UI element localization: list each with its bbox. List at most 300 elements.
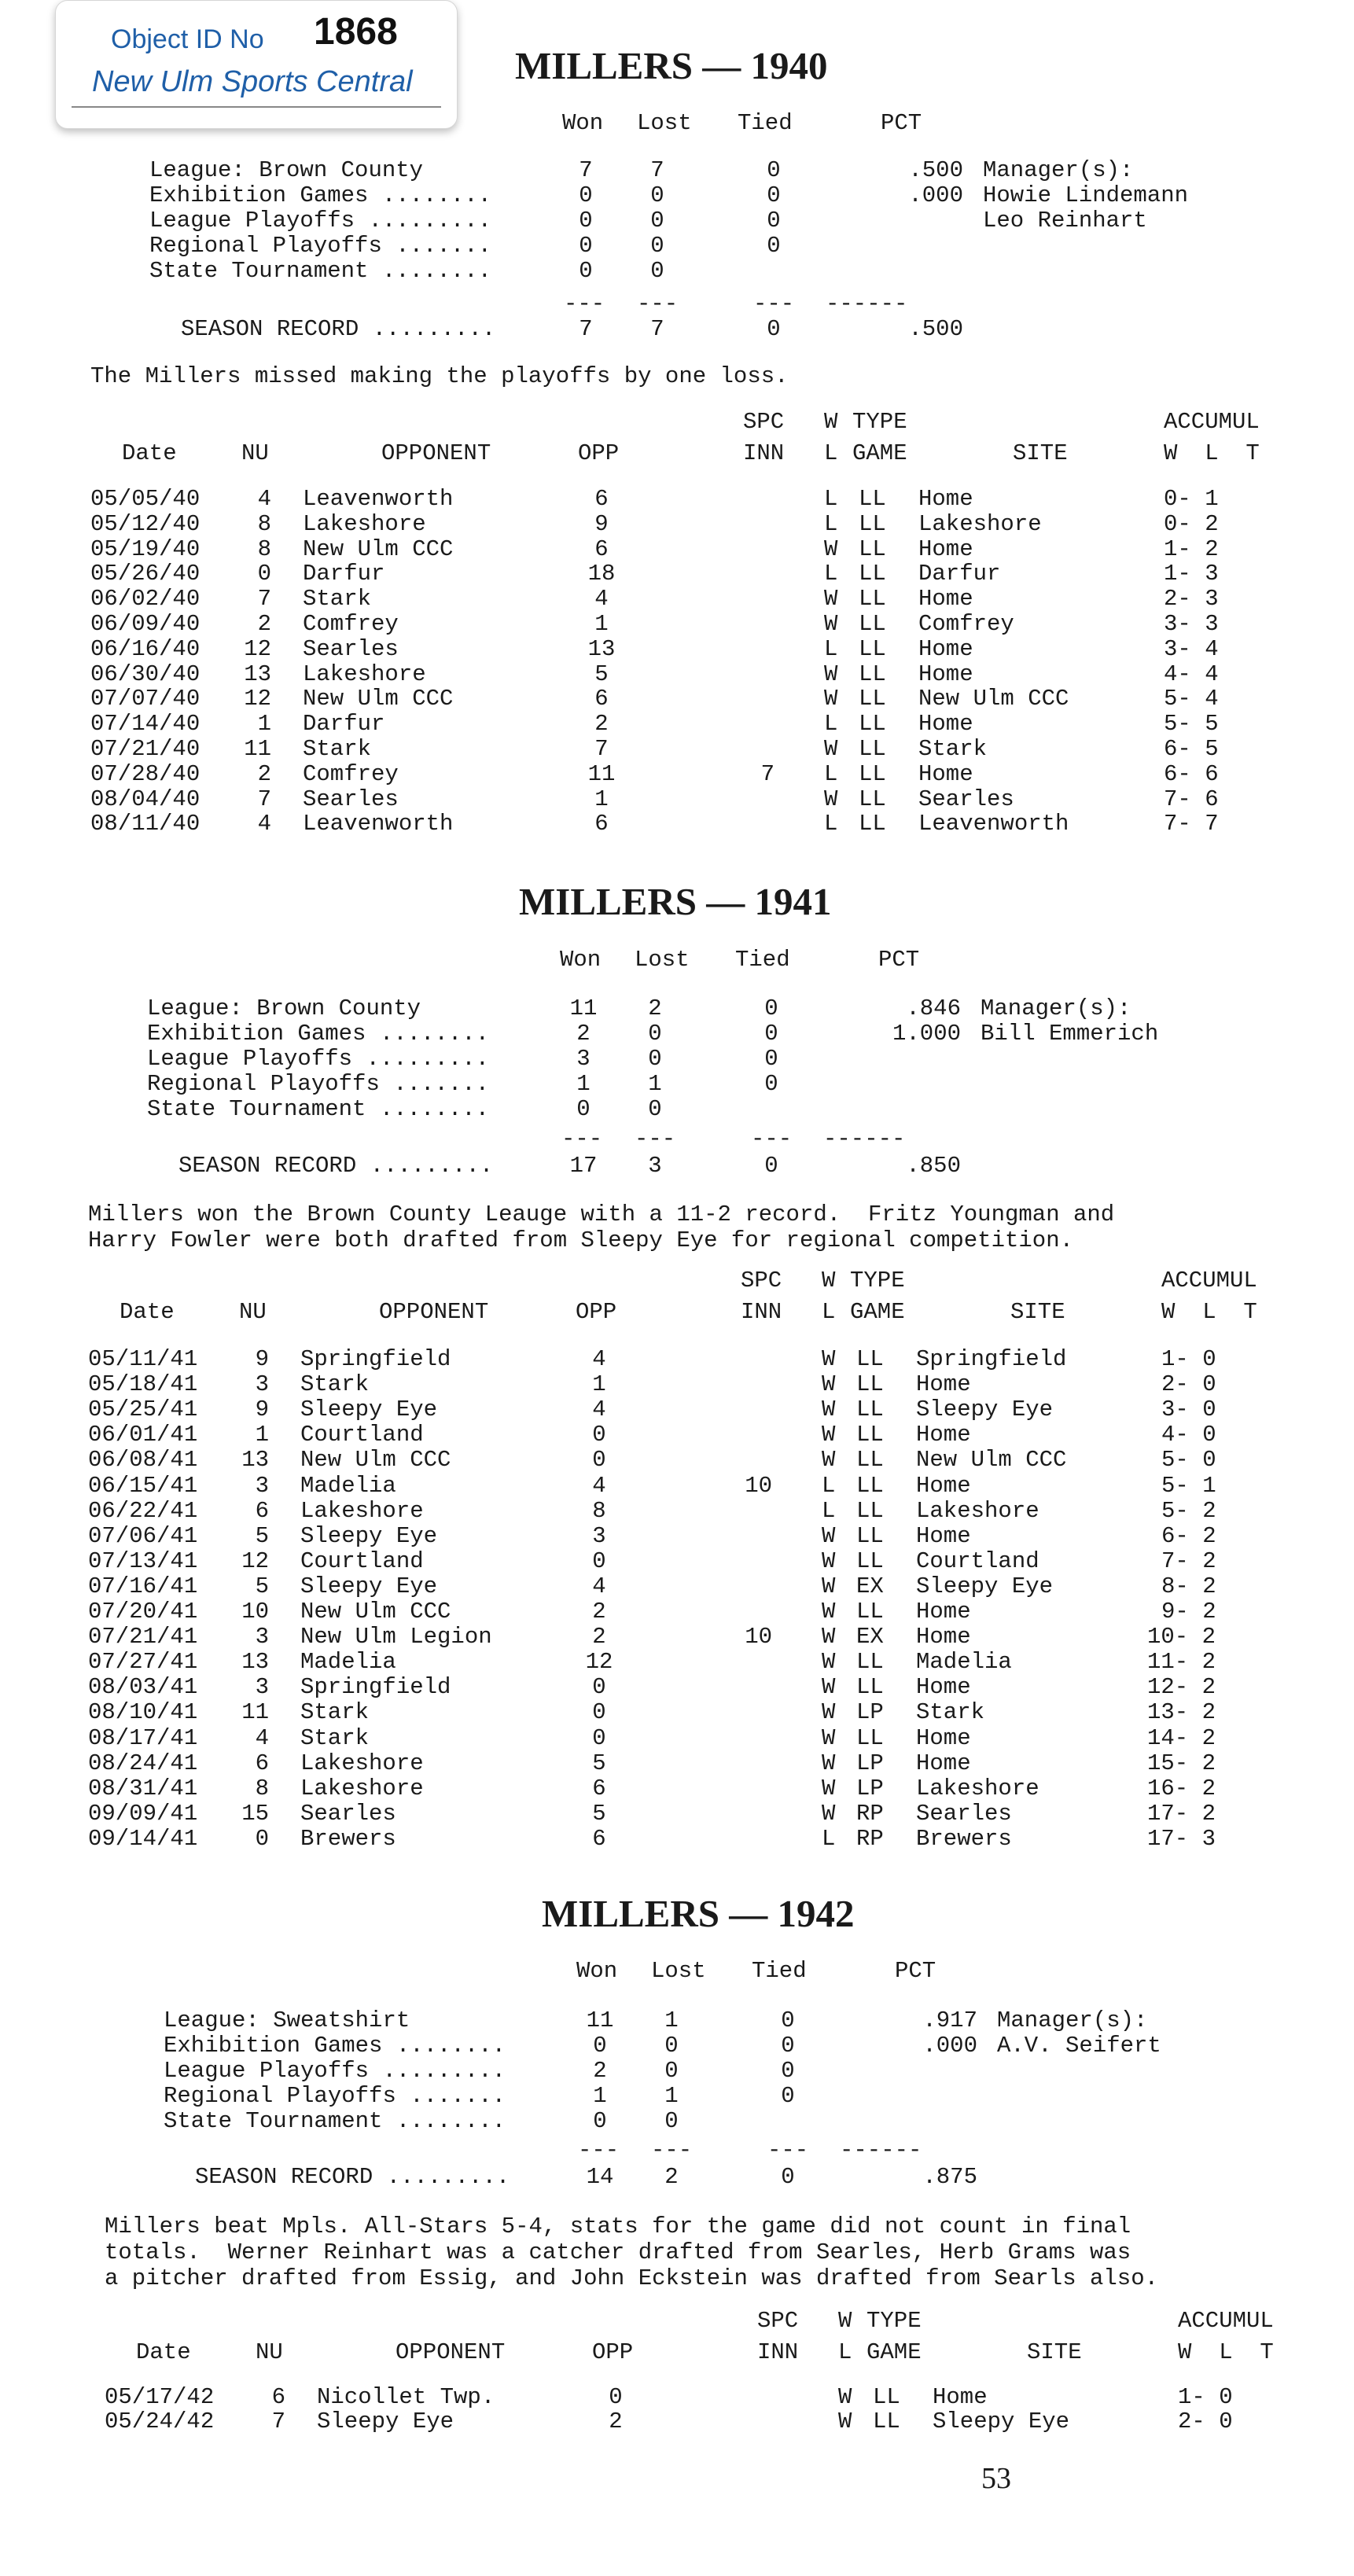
game-type: LL (859, 811, 886, 837)
game-date: 07/16/41 (88, 1573, 198, 1599)
game-result: W (822, 1371, 836, 1397)
game-date: 05/12/40 (90, 511, 201, 537)
game-opponent: Darfur (303, 711, 385, 737)
header-accumul: ACCUMUL (1161, 1268, 1257, 1294)
game-accumul: 7- 6 (1164, 786, 1219, 812)
game-result: W (822, 1725, 836, 1751)
game-accumul: 4- 0 (1161, 1422, 1216, 1448)
game-opp-score: 0 (592, 1422, 606, 1448)
game-type: LL (859, 786, 886, 812)
summary-row-label: Regional Playoffs ....... (164, 2083, 506, 2109)
game-site: Home (918, 711, 973, 737)
game-site: Darfur (918, 561, 1001, 587)
summary-lost: 0 (650, 258, 664, 284)
game-nu: 11 (244, 736, 271, 762)
game-date: 07/28/40 (90, 761, 201, 787)
game-opponent: Lakeshore (303, 661, 426, 687)
game-opp-score: 11 (587, 761, 616, 787)
summary-row-label: Exhibition Games ........ (147, 1021, 490, 1047)
summary-row-label: League Playoffs ......... (149, 208, 492, 234)
summary-tied: 0 (764, 1021, 778, 1047)
game-opponent: New Ulm Legion (300, 1624, 492, 1650)
game-opponent: Searles (303, 786, 399, 812)
game-type: LL (859, 761, 886, 787)
section-note: a pitcher drafted from Essig, and John Eckstein was drafted from Searls also. (105, 2265, 1159, 2291)
summary-won: 0 (579, 182, 593, 208)
summary-tied: 0 (767, 208, 781, 234)
header-game: GAME (852, 440, 907, 466)
game-opponent: Stark (303, 586, 372, 612)
header-type: TYPE (850, 1268, 905, 1294)
managers-label: Manager(s): (983, 157, 1134, 183)
summary-header: PCT (895, 1958, 936, 1984)
season-record-label: SEASON RECORD ......... (178, 1153, 494, 1179)
game-nu: 12 (244, 636, 271, 662)
season-lost: 3 (648, 1153, 662, 1179)
game-nu: 7 (257, 786, 271, 812)
game-type: LL (856, 1346, 884, 1372)
game-nu: 6 (271, 2384, 285, 2410)
game-accumul: 8- 2 (1161, 1573, 1216, 1599)
game-site: Home (916, 1523, 971, 1549)
game-opp-score: 1 (594, 611, 609, 637)
game-accumul: 0- 1 (1164, 486, 1219, 512)
game-result: L (824, 636, 838, 662)
game-opp-score: 1 (592, 1371, 606, 1397)
game-type: LL (856, 1422, 884, 1448)
game-opponent: Lakeshore (303, 511, 426, 537)
game-opponent: Springfield (300, 1674, 451, 1700)
game-nu: 12 (241, 1548, 269, 1574)
summary-won: 0 (593, 2033, 607, 2059)
game-opponent: Stark (300, 1371, 370, 1397)
summary-lost: 0 (648, 1046, 662, 1072)
game-accumul: 11- 2 (1147, 1649, 1216, 1675)
header-w: W (822, 1268, 836, 1294)
summary-won: 0 (579, 233, 593, 259)
season-tied: 0 (781, 2164, 795, 2190)
game-result: L (824, 811, 838, 837)
season-pct: .850 (906, 1153, 961, 1179)
managers-label: Manager(s): (981, 995, 1131, 1021)
game-accumul: 3- 3 (1164, 611, 1219, 637)
game-nu: 8 (257, 511, 271, 537)
summary-rule: --- (751, 1126, 793, 1152)
game-result: W (824, 586, 838, 612)
game-accumul: 1- 2 (1164, 536, 1219, 562)
game-accumul: 1- 0 (1178, 2384, 1233, 2410)
game-opponent: Lakeshore (300, 1750, 424, 1776)
game-site: Searles (916, 1801, 1012, 1827)
summary-rule: --- (561, 1126, 603, 1152)
game-site: Home (916, 1674, 971, 1700)
game-nu: 2 (257, 611, 271, 637)
header-date: Date (122, 440, 177, 466)
header-opp: OPP (576, 1299, 617, 1325)
game-opponent: Searles (303, 636, 399, 662)
game-date: 07/21/40 (90, 736, 201, 762)
game-accumul: 3- 0 (1161, 1397, 1216, 1422)
game-opp-score: 1 (594, 786, 609, 812)
game-opp-score: 6 (592, 1776, 606, 1801)
game-accumul: 1- 0 (1161, 1346, 1216, 1372)
game-type: LL (859, 486, 886, 512)
header-opp: OPP (578, 440, 620, 466)
game-site: Sleepy Eye (933, 2409, 1070, 2434)
summary-lost: 0 (650, 208, 664, 234)
game-type: LL (856, 1473, 884, 1499)
game-accumul: 5- 5 (1164, 711, 1219, 737)
game-accumul: 5- 1 (1161, 1473, 1216, 1499)
game-result: W (838, 2384, 852, 2410)
game-type: LL (856, 1523, 884, 1549)
header-game: GAME (850, 1299, 905, 1325)
game-opp-score: 4 (592, 1473, 606, 1499)
game-type: LL (859, 586, 886, 612)
header-spc: SPC (743, 409, 785, 435)
summary-header: Lost (637, 110, 692, 136)
summary-won: 0 (576, 1096, 591, 1122)
game-opponent: Lakeshore (300, 1498, 424, 1524)
summary-row-label: Regional Playoffs ....... (149, 233, 492, 259)
game-accumul: 9- 2 (1161, 1599, 1216, 1625)
game-opponent: New Ulm CCC (300, 1447, 451, 1473)
summary-won: 11 (586, 2007, 614, 2033)
game-opp-score: 5 (594, 661, 609, 687)
game-type: LL (873, 2384, 900, 2410)
game-date: 07/27/41 (88, 1649, 198, 1675)
game-result: L (824, 486, 838, 512)
game-opp-score: 8 (592, 1498, 606, 1524)
game-type: LL (859, 686, 886, 712)
game-site: Sleepy Eye (916, 1397, 1054, 1422)
game-accumul: 5- 4 (1164, 686, 1219, 712)
header-l: L (838, 2339, 852, 2365)
game-type: LL (856, 1674, 884, 1700)
game-opp-score: 13 (587, 636, 616, 662)
game-type: EX (856, 1624, 884, 1650)
game-nu: 3 (255, 1371, 269, 1397)
header-spc: SPC (757, 2308, 799, 2334)
game-site: Lakeshore (918, 511, 1042, 537)
game-site: Home (918, 761, 973, 787)
header-nu: NU (256, 2339, 283, 2365)
summary-won: 1 (593, 2083, 607, 2109)
summary-header: Lost (651, 1958, 706, 1984)
game-type: LL (859, 711, 886, 737)
summary-tied: 0 (767, 182, 781, 208)
game-result: W (822, 1523, 836, 1549)
game-site: Home (918, 661, 973, 687)
season-won: 17 (569, 1153, 598, 1179)
game-opponent: Sleepy Eye (300, 1573, 438, 1599)
season-record-label: SEASON RECORD ......... (181, 316, 496, 342)
summary-lost: 1 (664, 2007, 679, 2033)
game-date: 05/26/40 (90, 561, 201, 587)
section-title: MILLERS — 1940 (515, 44, 828, 87)
game-nu: 0 (257, 561, 271, 587)
header-type: TYPE (852, 409, 907, 435)
game-site: New Ulm CCC (916, 1447, 1067, 1473)
game-result: W (822, 1599, 836, 1625)
game-site: Courtland (916, 1548, 1039, 1574)
game-result: L (822, 1498, 836, 1524)
game-opponent: Sleepy Eye (300, 1397, 438, 1422)
game-nu: 8 (255, 1776, 269, 1801)
summary-row-label: League Playoffs ......... (147, 1046, 490, 1072)
game-accumul: 17- 3 (1147, 1826, 1216, 1852)
game-site: Home (916, 1422, 971, 1448)
game-result: W (822, 1346, 836, 1372)
summary-won: 2 (593, 2058, 607, 2084)
page-number: 53 (981, 2462, 1011, 2495)
game-opponent: Nicollet Twp. (317, 2384, 495, 2410)
season-lost: 2 (664, 2164, 679, 2190)
header-date: Date (136, 2339, 191, 2365)
section-note: The Millers missed making the playoffs by one loss. (90, 363, 789, 389)
game-date: 08/04/40 (90, 786, 201, 812)
game-date: 07/13/41 (88, 1548, 198, 1574)
summary-row-label: Exhibition Games ........ (164, 2033, 506, 2059)
summary-header: Won (562, 110, 604, 136)
section-note: Harry Fowler were both drafted from Sleepy Eye for regional competition. (88, 1227, 1074, 1253)
summary-won: 11 (569, 995, 598, 1021)
object-id-label (55, 0, 458, 129)
game-result: W (824, 611, 838, 637)
game-opponent: New Ulm CCC (300, 1599, 451, 1625)
manager-name: Leo Reinhart (983, 208, 1147, 234)
summary-rule: --- (651, 2137, 693, 2163)
summary-won: 1 (576, 1071, 591, 1097)
summary-header: Lost (635, 947, 690, 973)
game-result: W (822, 1750, 836, 1776)
season-tied: 0 (767, 316, 781, 342)
game-opponent: Sleepy Eye (300, 1523, 438, 1549)
summary-rule: --- (753, 291, 795, 317)
header-wlt: W L T (1161, 1299, 1257, 1325)
game-opp-score: 0 (592, 1447, 606, 1473)
game-nu: 7 (257, 586, 271, 612)
summary-tied: 0 (781, 2083, 795, 2109)
summary-row-label: Regional Playoffs ....... (147, 1071, 490, 1097)
manager-name: Howie Lindemann (983, 182, 1189, 208)
game-type: LL (859, 636, 886, 662)
game-result: W (822, 1699, 836, 1725)
game-nu: 9 (255, 1397, 269, 1422)
game-nu: 5 (255, 1523, 269, 1549)
game-opp-score: 2 (609, 2409, 623, 2434)
game-site: Springfield (916, 1346, 1067, 1372)
summary-row-label: League: Brown County (149, 157, 424, 183)
game-date: 07/14/40 (90, 711, 201, 737)
game-result: W (822, 1624, 836, 1650)
game-accumul: 17- 2 (1147, 1801, 1216, 1827)
game-opponent: Madelia (300, 1649, 396, 1675)
header-type: TYPE (866, 2308, 922, 2334)
game-accumul: 13- 2 (1147, 1699, 1216, 1725)
game-date: 07/21/41 (88, 1624, 198, 1650)
managers-label: Manager(s): (997, 2007, 1148, 2033)
season-pct: .875 (922, 2164, 977, 2190)
season-tied: 0 (764, 1153, 778, 1179)
game-date: 06/30/40 (90, 661, 201, 687)
game-type: LL (859, 536, 886, 562)
game-site: Brewers (916, 1826, 1012, 1852)
game-type: LL (859, 561, 886, 587)
game-opp-score: 4 (592, 1397, 606, 1422)
game-type: LL (856, 1447, 884, 1473)
game-nu: 4 (257, 811, 271, 837)
game-date: 05/19/40 (90, 536, 201, 562)
game-opponent: Sleepy Eye (317, 2409, 454, 2434)
game-result: W (824, 736, 838, 762)
header-inn: INN (741, 1299, 782, 1325)
summary-tied: 0 (781, 2007, 795, 2033)
game-site: Home (916, 1750, 971, 1776)
game-accumul: 4- 4 (1164, 661, 1219, 687)
game-opp-score: 2 (594, 711, 609, 737)
game-opp-score: 2 (592, 1624, 606, 1650)
game-result: W (822, 1548, 836, 1574)
summary-tied: 0 (764, 995, 778, 1021)
game-result: W (822, 1776, 836, 1801)
summary-won: 2 (576, 1021, 591, 1047)
game-opp-score: 0 (592, 1674, 606, 1700)
game-result: W (822, 1801, 836, 1827)
section-note: totals. Werner Reinhart was a catcher drafted from Searles, Herb Grams was (105, 2239, 1131, 2265)
summary-row-label: League: Sweatshirt (164, 2007, 410, 2033)
game-nu: 5 (255, 1573, 269, 1599)
game-opp-score: 0 (592, 1548, 606, 1574)
section-title: MILLERS — 1941 (519, 880, 832, 923)
game-opp-score: 18 (587, 561, 616, 587)
game-result: L (824, 761, 838, 787)
game-nu: 6 (255, 1498, 269, 1524)
game-opponent: Comfrey (303, 761, 399, 787)
game-accumul: 3- 4 (1164, 636, 1219, 662)
game-result: W (822, 1573, 836, 1599)
summary-pct: .000 (922, 2033, 977, 2059)
header-nu: NU (241, 440, 269, 466)
manager-name: A.V. Seifert (997, 2033, 1161, 2059)
game-result: W (822, 1649, 836, 1675)
game-accumul: 5- 2 (1161, 1498, 1216, 1524)
header-spc: SPC (741, 1268, 782, 1294)
game-opponent: Leavenworth (303, 811, 454, 837)
summary-tied: 0 (764, 1046, 778, 1072)
header-opp: OPP (592, 2339, 634, 2365)
game-date: 08/10/41 (88, 1699, 198, 1725)
game-opp-score: 5 (592, 1750, 606, 1776)
summary-header: Won (576, 1958, 618, 1984)
game-site: Lakeshore (916, 1776, 1039, 1801)
game-opponent: Madelia (300, 1473, 396, 1499)
game-nu: 1 (255, 1422, 269, 1448)
section-note: Millers won the Brown County Leauge with a 11-2 record. Fritz Youngman and (88, 1202, 1115, 1227)
game-accumul: 16- 2 (1147, 1776, 1216, 1801)
summary-won: 0 (579, 258, 593, 284)
game-date: 06/15/41 (88, 1473, 198, 1499)
game-result: W (824, 786, 838, 812)
game-date: 09/09/41 (88, 1801, 198, 1827)
game-nu: 0 (255, 1826, 269, 1852)
header-accumul: ACCUMUL (1178, 2308, 1274, 2334)
summary-rule: --- (637, 291, 679, 317)
header-accumul: ACCUMUL (1164, 409, 1260, 435)
summary-row-label: State Tournament ........ (164, 2108, 506, 2134)
game-date: 06/02/40 (90, 586, 201, 612)
summary-rule: ------ (826, 291, 908, 317)
game-opponent: Searles (300, 1801, 396, 1827)
game-opponent: Courtland (300, 1422, 424, 1448)
game-date: 05/17/42 (105, 2384, 215, 2410)
game-opp-score: 7 (594, 736, 609, 762)
game-result: W (824, 661, 838, 687)
game-nu: 8 (257, 536, 271, 562)
game-opp-score: 6 (592, 1826, 606, 1852)
game-opp-score: 6 (594, 486, 609, 512)
game-nu: 13 (241, 1447, 269, 1473)
game-opponent: Stark (300, 1725, 370, 1751)
game-result: W (824, 536, 838, 562)
game-site: Home (916, 1371, 971, 1397)
summary-won: 0 (593, 2108, 607, 2134)
game-accumul: 14- 2 (1147, 1725, 1216, 1751)
header-opponent: OPPONENT (379, 1299, 489, 1325)
game-accumul: 1- 3 (1164, 561, 1219, 587)
game-site: Home (916, 1725, 971, 1751)
summary-rule: --- (635, 1126, 676, 1152)
game-opponent: Stark (300, 1699, 370, 1725)
game-site: Leavenworth (918, 811, 1069, 837)
summary-rule: --- (767, 2137, 809, 2163)
game-result: W (822, 1674, 836, 1700)
game-nu: 1 (257, 711, 271, 737)
summary-row-label: League Playoffs ......... (164, 2058, 506, 2084)
game-opponent: Stark (303, 736, 372, 762)
game-opponent: Brewers (300, 1826, 396, 1852)
game-type: LL (859, 511, 886, 537)
section-note: Millers beat Mpls. All-Stars 5-4, stats for the game did not count in final (105, 2214, 1131, 2239)
summary-won: 0 (579, 208, 593, 234)
game-type: LL (856, 1371, 884, 1397)
season-won: 7 (579, 316, 593, 342)
game-accumul: 0- 2 (1164, 511, 1219, 537)
game-type: LP (856, 1750, 884, 1776)
game-nu: 12 (244, 686, 271, 712)
game-accumul: 6- 6 (1164, 761, 1219, 787)
game-date: 06/01/41 (88, 1422, 198, 1448)
summary-won: 3 (576, 1046, 591, 1072)
game-opp-score: 0 (592, 1699, 606, 1725)
game-opponent: Courtland (300, 1548, 424, 1574)
summary-row-label: State Tournament ........ (149, 258, 492, 284)
game-opp-score: 4 (592, 1346, 606, 1372)
summary-tied: 0 (781, 2058, 795, 2084)
header-date: Date (120, 1299, 175, 1325)
game-result: L (822, 1826, 836, 1852)
summary-lost: 7 (650, 157, 664, 183)
summary-rule: ------ (823, 1126, 906, 1152)
header-opponent: OPPONENT (396, 2339, 506, 2365)
game-date: 07/20/41 (88, 1599, 198, 1625)
game-opp-score: 4 (594, 586, 609, 612)
game-nu: 13 (241, 1649, 269, 1675)
summary-pct: .500 (908, 157, 963, 183)
summary-header: Tied (752, 1958, 807, 1984)
game-date: 06/16/40 (90, 636, 201, 662)
game-result: L (822, 1473, 836, 1499)
